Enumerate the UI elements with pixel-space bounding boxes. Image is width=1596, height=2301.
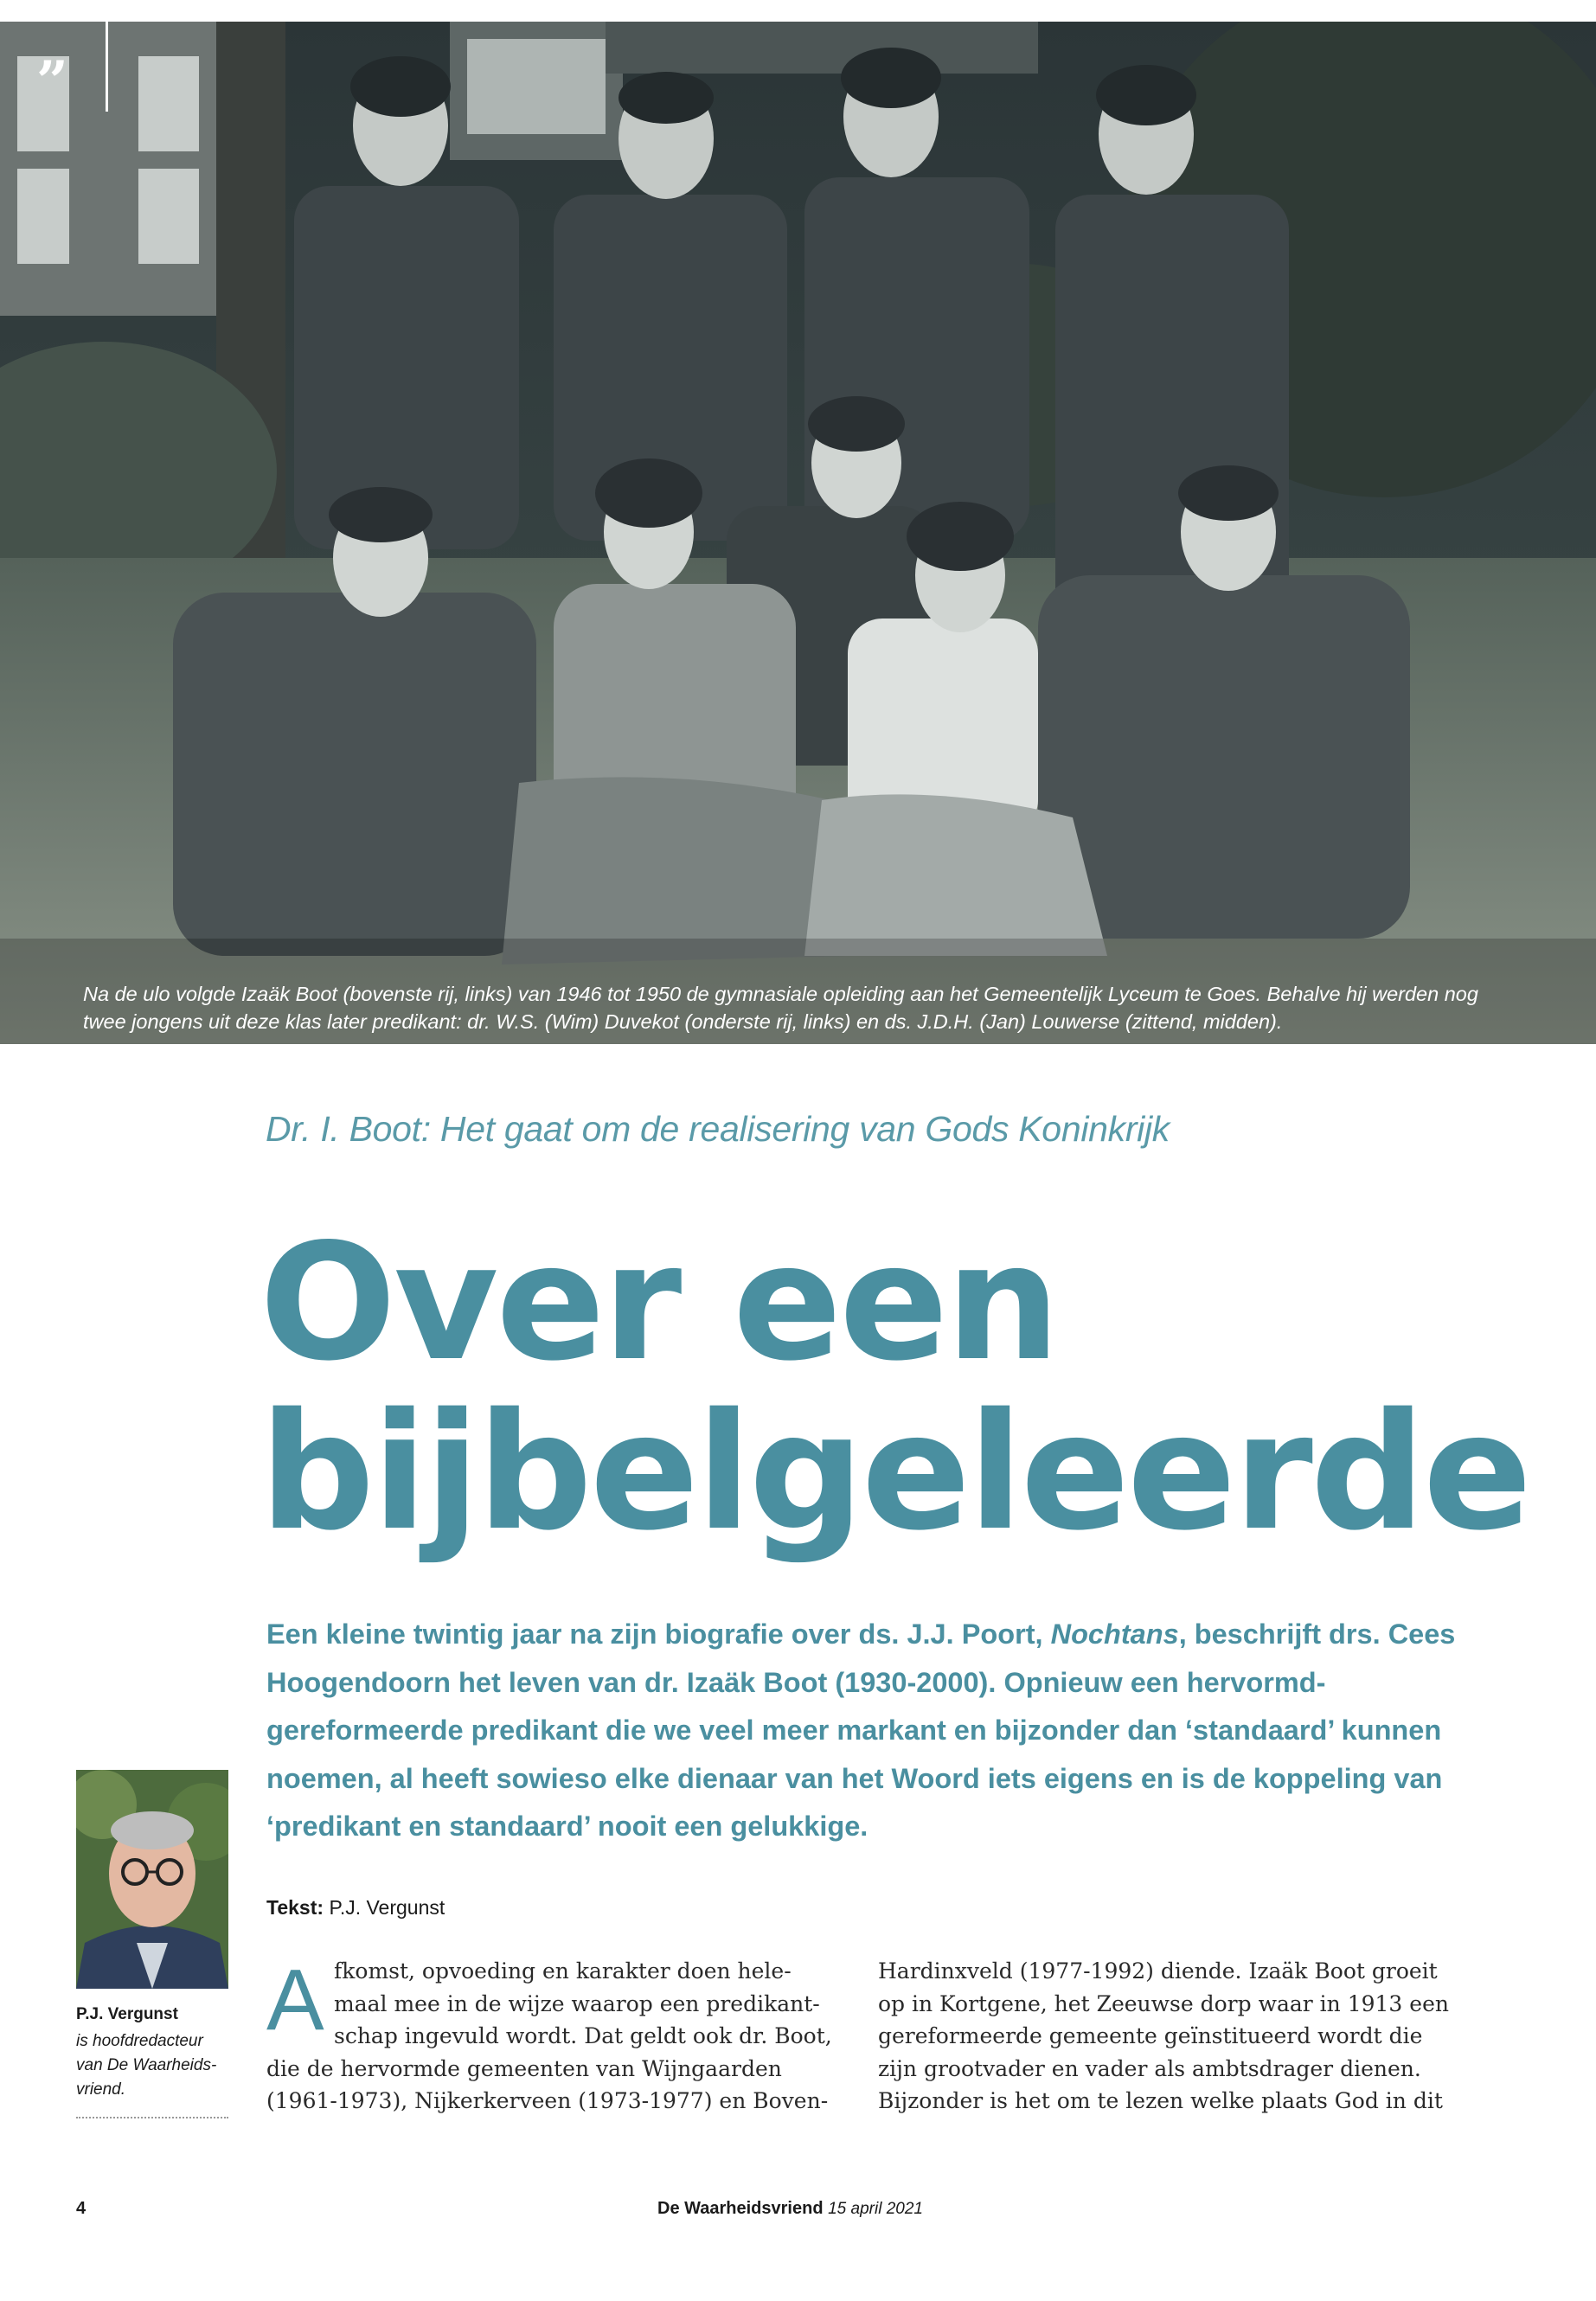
title-line-1: Over een (260, 1208, 1058, 1396)
body-line: schap ingevuld wordt. Dat geldt ook dr. Boot, (334, 2023, 832, 2048)
body-column-1 (266, 1952, 832, 2118)
body-line: zijn grootvader en vader als ambtsdrager dienen. (878, 2055, 1421, 2081)
issue-date: 15 april 2021 (828, 2200, 923, 2218)
body-line: (1961-1973), Nijkerkerveen (1973-1977) en Boven- (266, 2088, 829, 2113)
photo-caption: Na de ulo volgde Izaäk Boot (bovenste rij, links) van 1946 tot 1950 de gymnasiale opleiding aan het Gemeentelijk Lyceum te Goes. Behalve hij werden nog twee jongens uit deze klas later predikant: dr. W.S. (Wim) Duvekot (onderste rij, links) en ds. J.D.H. (Jan) Louwerse (zittend, midden). (83, 983, 1478, 1033)
byline (266, 1896, 445, 1920)
author-name: P.J. Vergunst (76, 2005, 178, 2023)
body-line: Hardinxveld (1977-1992) diende. Izaäk Boot groeit (878, 1958, 1438, 1984)
article-title (260, 1208, 1530, 1566)
quote-icon: ” (36, 49, 68, 114)
group-photo-illustration (0, 22, 1596, 1044)
author-portrait-illustration (76, 1770, 228, 1989)
article-lead (266, 1611, 1477, 1851)
title-line-2: bijbelgeleerde (260, 1378, 1530, 1566)
quote-bar-rule (106, 22, 108, 112)
body-line: fkomst, opvoeding en karakter doen hele- (334, 1958, 792, 1984)
body-line: gereformeerde gemeente geïnstitueerd wordt die (878, 2023, 1423, 2048)
drop-cap: A (266, 1952, 324, 2048)
article-kicker: Dr. I. Boot: Het gaat om de realisering van Gods Koninkrijk (266, 1109, 1170, 1149)
body-line: Bijzonder is het om te lezen welke plaats God in dit (878, 2088, 1443, 2113)
footer-publication (657, 2199, 923, 2219)
lead-text-1: Een kleine twintig jaar na zijn biografie over ds. J.J. Poort, (266, 1618, 1051, 1650)
byline-author: P.J. Vergunst (329, 1896, 445, 1919)
body-line: op in Kortgene, het Zeeuwse dorp waar in 1913 een (878, 1990, 1449, 2016)
hero-photo (0, 22, 1596, 1044)
page-number: 4 (76, 2199, 87, 2218)
byline-label: Tekst: (266, 1896, 324, 1919)
body-line: maal mee in de wijze waarop een predikant- (334, 1990, 820, 2016)
lead-book-title: Nochtans (1050, 1618, 1179, 1650)
author-divider (76, 2117, 228, 2118)
author-portrait (76, 1770, 228, 1989)
author-role: is hoofdredacteur van De Waarheids-vriend. (76, 2032, 217, 2099)
lead-text-2: , beschrijft drs. Cees Hoogendoorn het leven van dr. Izaäk Boot (1930-2000). Opnieuw een hervormd-gereformeerde predikant die we veel meer markant en bijzonder dan ‘standaard’ kunnen noemen, al heeft sowieso elke dienaar van het Woord iets eigens en is de koppeling van ‘predikant en standaard’ nooit een gelukkige. (266, 1618, 1456, 1842)
body-column-2 (878, 1955, 1449, 2118)
magazine-name: De Waarheidsvriend (657, 2199, 824, 2218)
body-line: die de hervormde gemeenten van Wijngaarden (266, 2055, 782, 2081)
